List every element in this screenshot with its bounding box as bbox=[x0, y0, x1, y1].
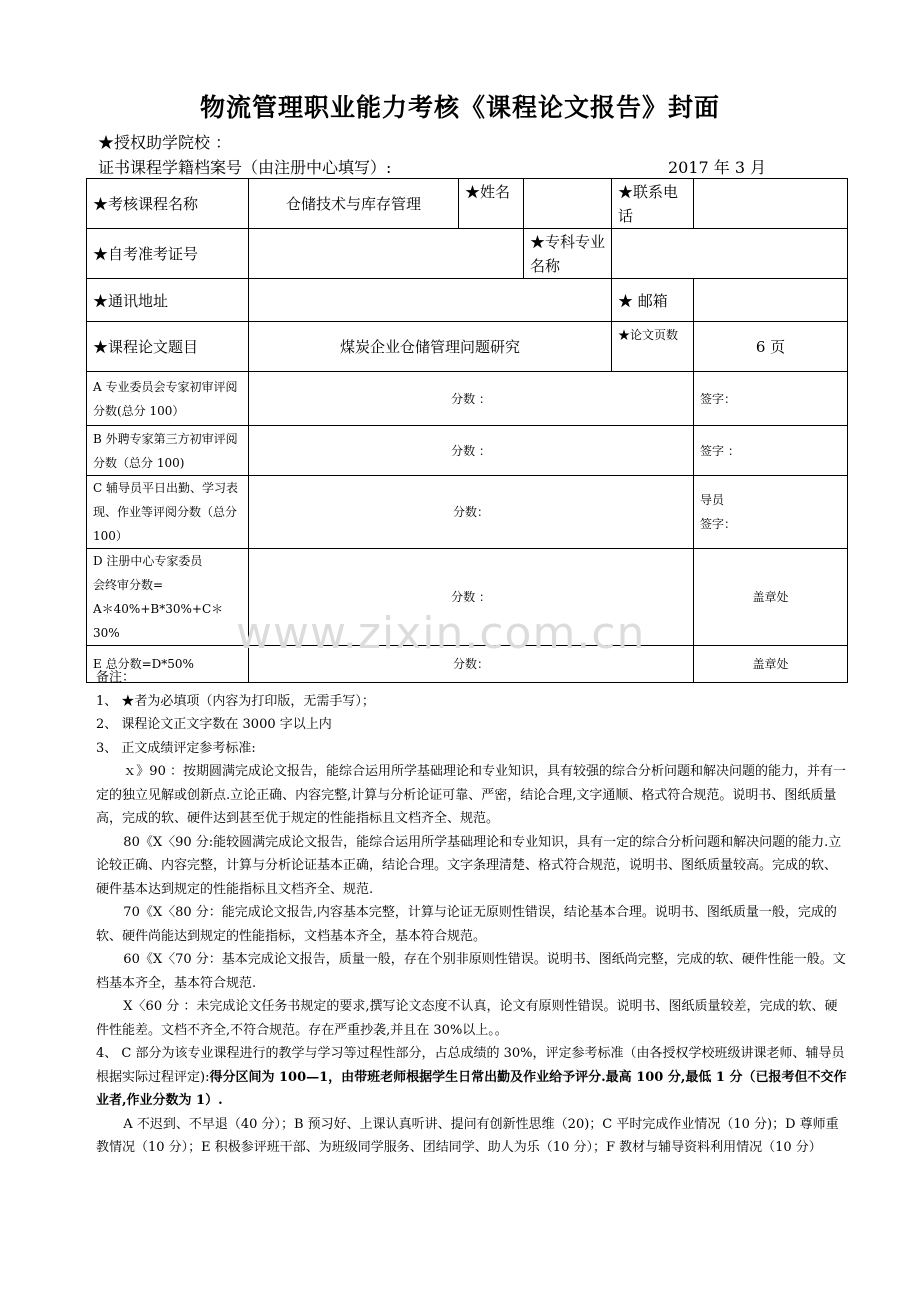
criteria-list: A 不迟到、不早退（40 分）；B 预习好、上课认真听讲、提问有创新性思维（20)；C 平时完成作业情况（10 分)；D 尊师重教情况（10 分）；E 积极参评班干部、为班级同学服务、团结同学、助人为乐（10 分）；F 教材与辅导资料利用情况（10 分） bbox=[96, 1116, 839, 1155]
score-a-signature: 签字： bbox=[694, 372, 848, 426]
standard-90: ｘ》90 ：按期圆满完成论文报告，能综合运用所学基础理论和专业知识，具有较强的综合分析问题和解决问题的能力，并有一定的独立见解或创新点.立论正确、内容完整,计算与分析论证可靠、严密，结论合理,文字通顺、格式符合规范。说明书、图纸质量高，完成的软、硬件达到甚至优于规定的性能指标且文档齐全、规范。 bbox=[96, 764, 846, 826]
score-d-label-line1: D 注册中心专家委员 bbox=[93, 554, 203, 568]
exam-number-field[interactable] bbox=[249, 229, 524, 279]
course-name-label: ★考核课程名称 bbox=[87, 179, 249, 229]
score-d-seal: 盖章处 bbox=[694, 549, 848, 646]
score-d-field: 分数 ： bbox=[249, 549, 694, 646]
name-label: ★姓名 bbox=[459, 179, 524, 229]
standard-70: 70《X〈80 分：能完成论文报告,内容基本完整，计算与论证无原则性错误，结论基本合理。说明书、图纸质量一般，完成的软、硬件尚能达到规定的性能指标，文档基本齐全，基本符合规范。 bbox=[96, 905, 837, 944]
standard-80: 80《X〈90 分:能较圆满完成论文报告，能综合运用所学基础理论和专业知识，具有一定的综合分析问题和解决问题的能力.立论较正确、内容完整，计算与分析论证基本正确，结论合理。文字条理清楚、格式符合规范，说明书、图纸质量较高。完成的软、硬件基本达到规定的性能指标且文档齐全、规范. bbox=[96, 834, 842, 897]
notes-heading: 备注： bbox=[96, 670, 136, 685]
name-field[interactable] bbox=[524, 179, 612, 229]
major-label: ★专科专业名称 bbox=[524, 229, 612, 279]
score-e-seal: 盖章处 bbox=[694, 646, 848, 683]
major-field[interactable] bbox=[612, 229, 848, 279]
score-c-signature bbox=[694, 476, 848, 549]
address-field[interactable] bbox=[249, 279, 612, 322]
note-4 bbox=[96, 1042, 848, 1113]
note-4-text: 4、 C 部分为该专业课程进行的教学与学习等过程性部分，占总成绩的 30%，评定参考标准（由各授权学校班级讲课老师、辅导员根据实际过程评定): bbox=[96, 1046, 845, 1085]
phone-field[interactable] bbox=[694, 179, 848, 229]
standard-60: 60《X〈70 分：基本完成论文报告，质量一般，存在个别非原则性错误。说明书、图纸尚完整，完成的软、硬件性能一般。文档基本齐全，基本符合规范. bbox=[96, 952, 846, 991]
score-e-label: E 总分数=D*50% bbox=[87, 646, 249, 683]
note-3: 3、 正文成绩评定参考标准: bbox=[96, 740, 256, 756]
score-e-field: 分数： bbox=[249, 646, 694, 683]
note-4-bold: 得分区间为 100—1，由带班老师根据学生日常出勤及作业给予评分.最高 100 分,最低 1 分（已报考但不交作业者,作业分数为 1）. bbox=[96, 1069, 847, 1108]
cert-number-label: 证书课程学籍档案号（由注册中心填写）: bbox=[98, 158, 392, 177]
score-a-field: 分数 ： bbox=[249, 372, 694, 426]
email-field[interactable] bbox=[694, 279, 848, 322]
score-b-label: B 外聘专家第三方初审评阅分数（总分 100) bbox=[87, 426, 249, 476]
score-b-signature: 签字 ： bbox=[694, 426, 848, 476]
exam-number-label: ★自考准考证号 bbox=[87, 229, 249, 279]
topic-value: 煤炭企业仓储管理问题研究 bbox=[249, 322, 612, 372]
date-label: 2017 年 3 月 bbox=[668, 158, 767, 177]
score-d-label bbox=[87, 549, 249, 646]
notes-section bbox=[96, 666, 848, 1160]
course-name-value: 仓储技术与库存管理 bbox=[249, 179, 459, 229]
email-label: ★ 邮箱 bbox=[612, 279, 694, 322]
page-title: 物流管理职业能力考核《课程论文报告》封面 bbox=[199, 93, 720, 122]
score-c-label: C 辅导员平日出勤、学习表现、作业等评阅分数（总分 100） bbox=[87, 476, 249, 549]
watermark: www.zixin.com.cn bbox=[236, 608, 646, 659]
pages-value: 6 页 bbox=[694, 322, 848, 372]
address-label: ★通讯地址 bbox=[87, 279, 249, 322]
topic-label: ★课程论文题目 bbox=[87, 322, 249, 372]
score-a-label: A 专业委员会专家初审评阅分数(总分 100） bbox=[87, 372, 249, 426]
school-label: ★授权助学院校 ： bbox=[98, 133, 232, 152]
score-c-signature-line1: 导员 bbox=[700, 493, 725, 507]
standard-below-60: X〈60 分 ：未完成论文任务书规定的要求,撰写论文态度不认真，论文有原则性错误。说明书、图纸质量较差，完成的软、硬件性能差。文档不齐全,不符合规范。存在严重抄袭,并且在 30%以上。。 bbox=[96, 999, 838, 1038]
score-c-signature-line2: 签字： bbox=[700, 517, 737, 531]
score-d-label-line3: A＊40%+B*30%+C＊30% bbox=[93, 602, 224, 640]
score-d-label-line2: 会终审分数= bbox=[93, 578, 164, 592]
phone-label: ★联系电话 bbox=[612, 179, 694, 229]
note-2: 2、 课程论文正文字数在 3000 字以上内 bbox=[96, 717, 332, 732]
note-1: 1、 ★者为必填项（内容为打印版，无需手写）； bbox=[96, 693, 375, 709]
score-c-field: 分数： bbox=[249, 476, 694, 549]
score-b-field: 分数 ： bbox=[249, 426, 694, 476]
pages-label: ★论文页数 bbox=[612, 322, 694, 372]
